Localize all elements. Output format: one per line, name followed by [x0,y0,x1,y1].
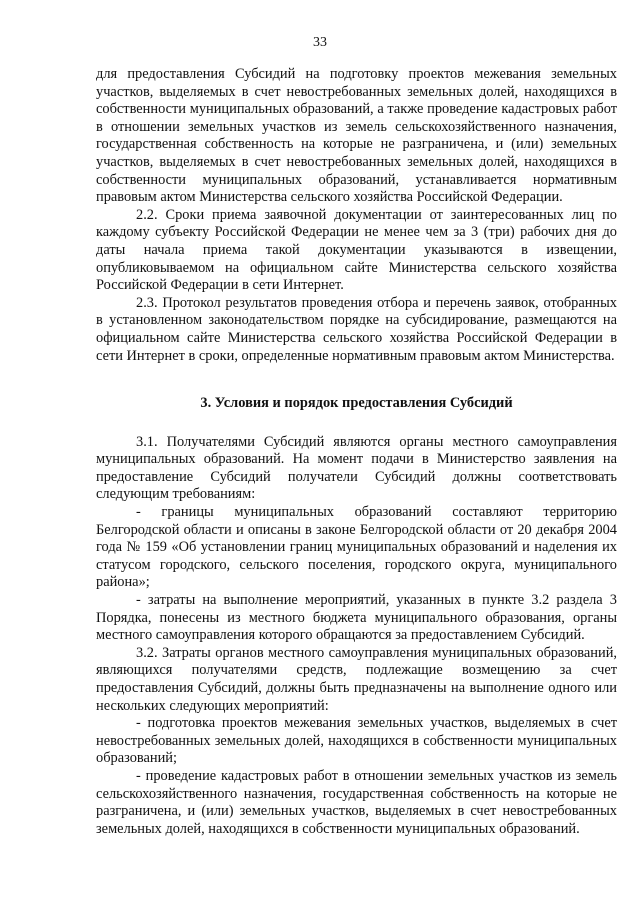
list-item-survey-projects: - подготовка проектов межевания земельных участков, выделяемых в счет невостребованных земельных долей, находящихся в собственности муниципальных образований; [96,715,617,767]
paragraph-2-3: 2.3. Протокол результатов проведения отбора и перечень заявок, отобранных в установленном законодательством порядке на субсидирование, размещаются на официальном сайте Министерства сельского хозяйства Российской Федерации в сети Интернет в сроки, определенные нормативным правовым актом Министерства. [96,294,617,364]
paragraph-continuation: для предоставления Субсидий на подготовку проектов межевания земельных участков, выделяемых в счет невостребованных земельных долей, находящихся в собственности муниципальных образований, а также проведение кадастровых работ в отношении земельных участков из земель сельскохозяйственного назначения, государственная собственность на которые не разграничена, и (или) земельных участков, выделяемых в счет невостребованных земельных долей, находящихся в собственности муниципальных образований, устанавливается нормативным правовым актом Министерства сельского хозяйства Российской Федерации. [96,66,617,206]
list-item-expenses: - затраты на выполнение мероприятий, указанных в пункте 3.2 раздела 3 Порядка, понесены из местного бюджета муниципального образования, органы местного самоуправления которого обращаются за предоставлением Субсидий. [96,592,617,644]
spacer [96,365,617,395]
document-body [96,66,617,838]
list-item-boundaries: - границы муниципальных образований составляют территорию Белгородской области и описаны в законе Белгородской области от 20 декабря 2004 года № 159 «Об установлении границ муниципальных образований и наделения их статусом городского, сельского поселения, городского округа, муниципального района»; [96,504,617,591]
page-number: 33 [313,35,327,50]
list-item-cadastral-works: - проведение кадастровых работ в отношении земельных участков из земель сельскохозяйственного назначения, государственная собственность на которые не разграничена, и (или) земельных участков, выделяемых в счет невостребованных земельных долей, находящихся в собственности муниципальных образований. [96,767,617,837]
paragraph-2-2: 2.2. Сроки приема заявочной документации от заинтересованных лиц по каждому субъекту Российской Федерации не менее чем за 3 (три) рабочих дня до даты начала приема такой документации указываются в извещении, опубликовываемом на официальном сайте Министерства сельского хозяйства Российской Федерации в сети Интернет. [96,206,617,294]
spacer [96,413,617,434]
paragraph-3-1: 3.1. Получателями Субсидий являются органы местного самоуправления муниципальных образований. На момент подачи в Министерство заявления на предоставление Субсидий получатели Субсидий должны соответствовать следующим требованиям: [96,433,617,503]
paragraph-3-2: 3.2. Затраты органов местного самоуправления муниципальных образований, являющихся получателями средств, подлежащие возмещению за счет предоставления Субсидий, должны быть предназначены на выполнение одного или нескольких следующих мероприятий: [96,644,617,714]
section-heading: 3. Условия и порядок предоставления Субсидий [200,395,513,412]
